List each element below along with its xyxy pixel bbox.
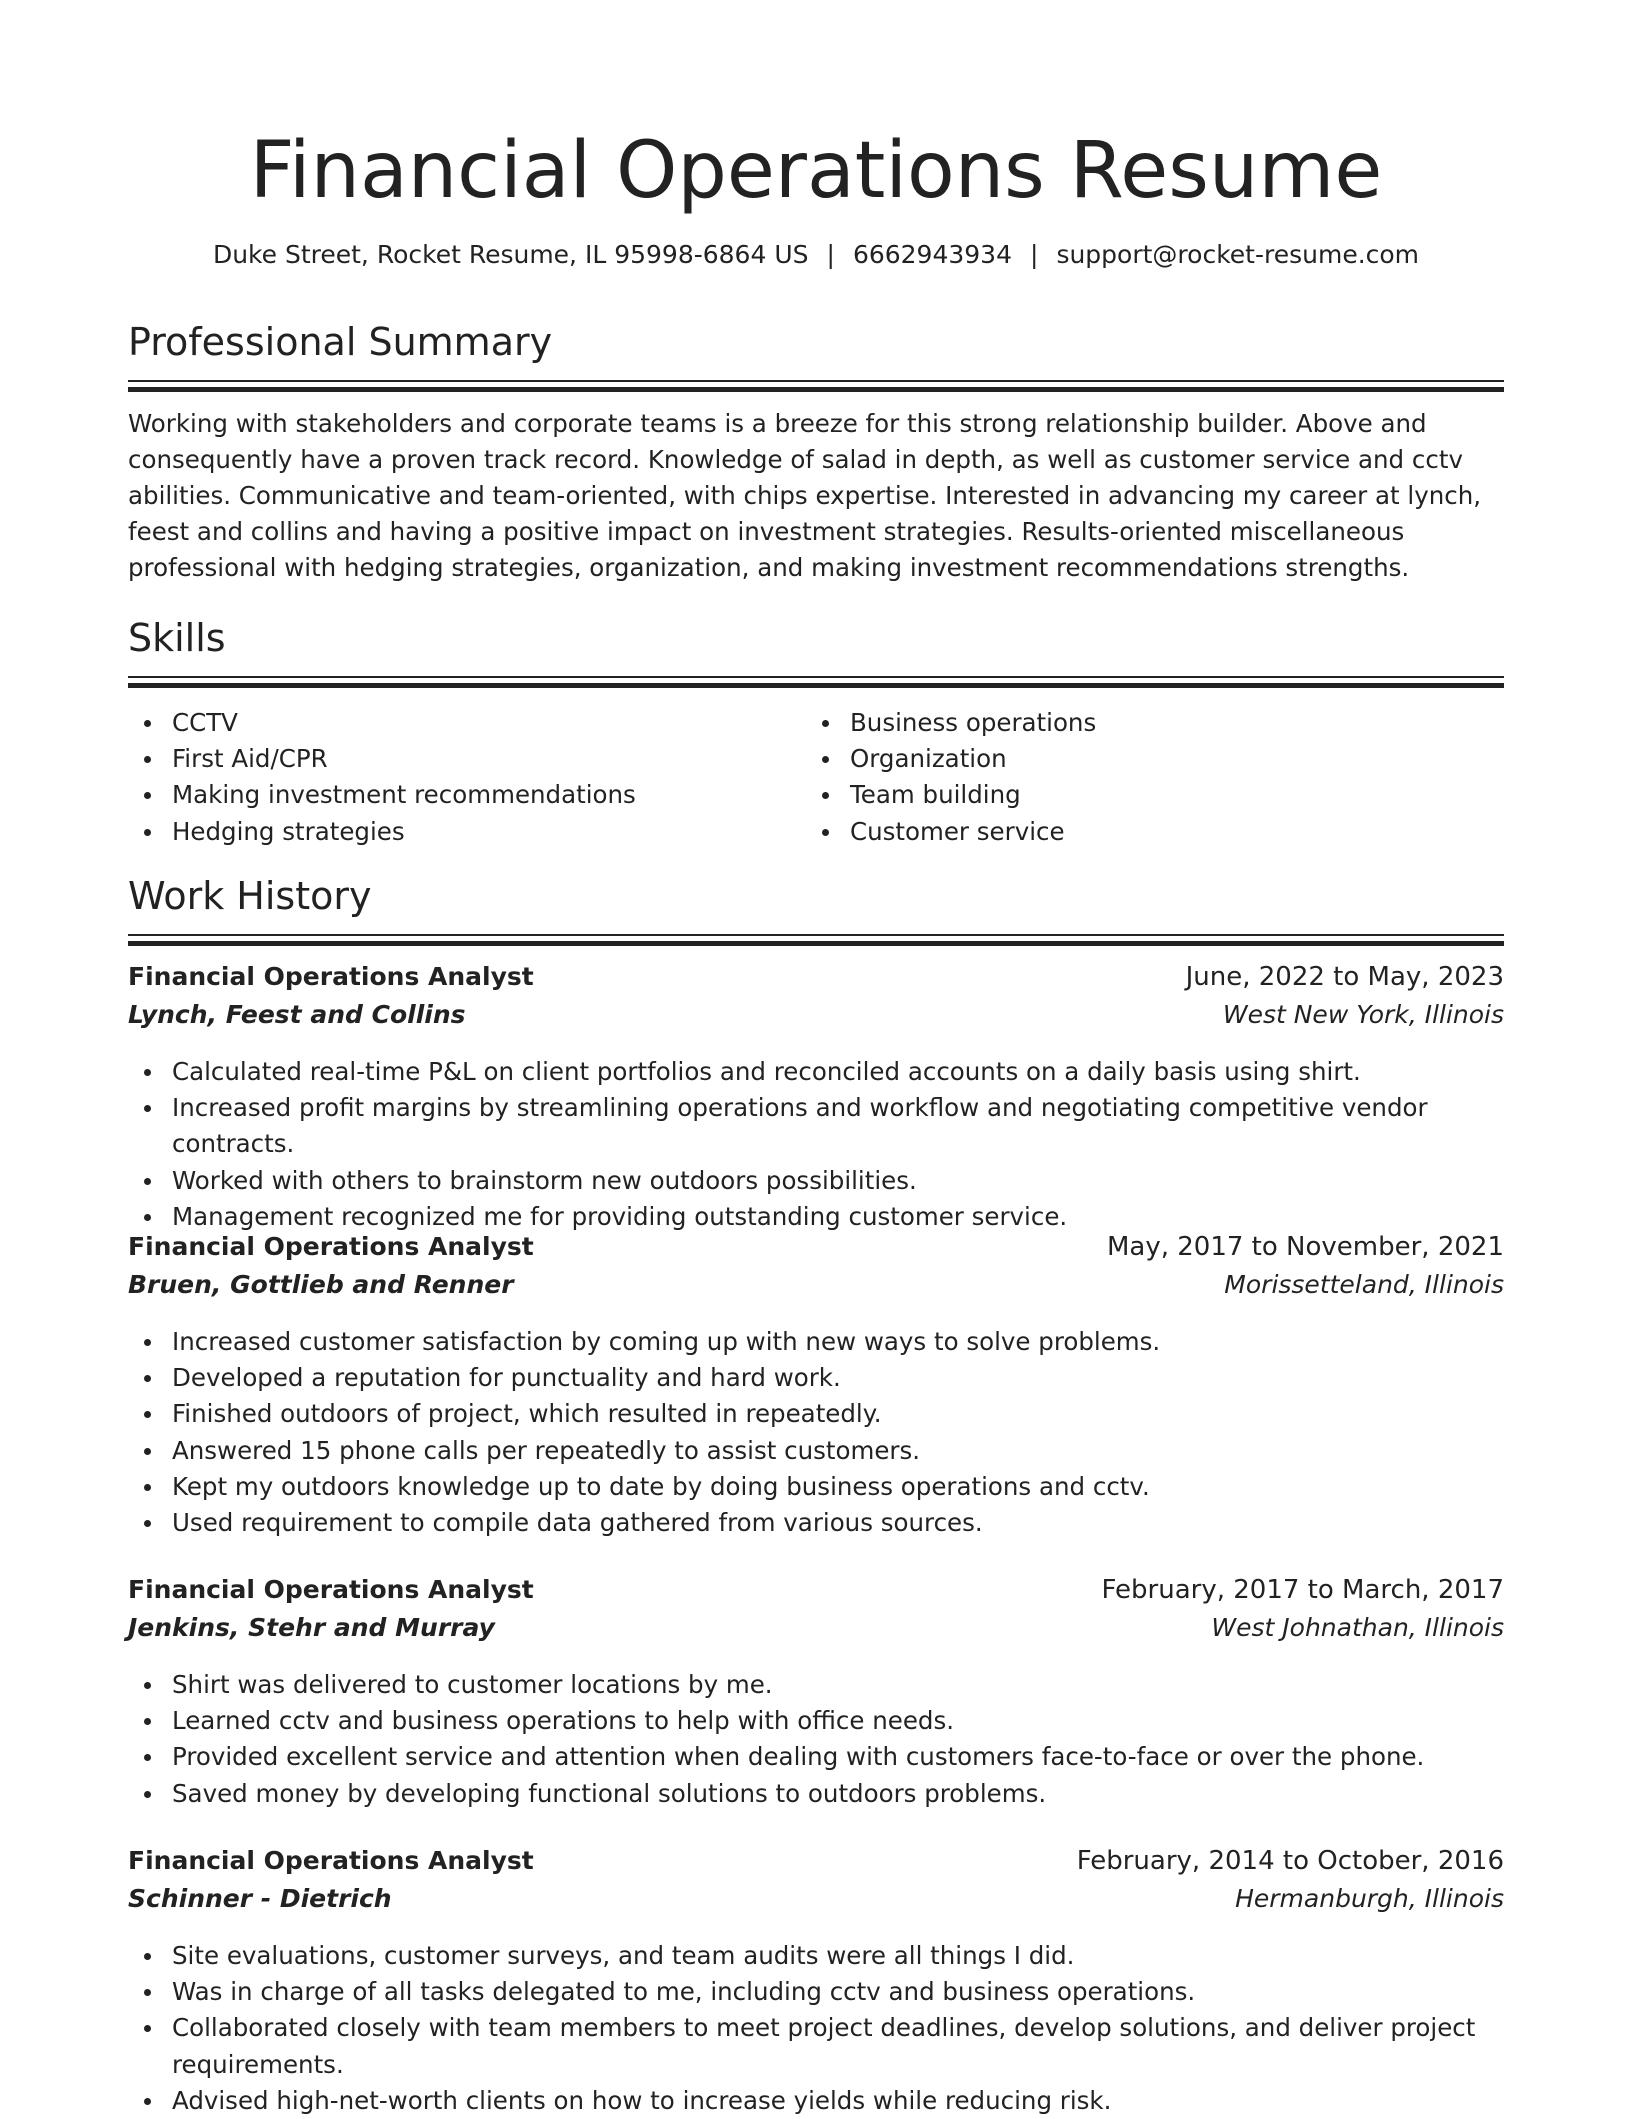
- job-subheader-row: [128, 1613, 1504, 1651]
- job-bullet: Answered 15 phone calls per repeatedly to assist customers.: [172, 1433, 1504, 1469]
- job-location: Morissetteland, Illinois: [1224, 1270, 1504, 1299]
- job-entry: [128, 1232, 1504, 1541]
- job-company: Schinner - Dietrich: [128, 1884, 392, 1913]
- skill-item: Hedging strategies: [172, 814, 806, 850]
- contact-phone: 6662943934: [852, 240, 1012, 269]
- skills-column-right: [806, 705, 1484, 850]
- job-header-row: [128, 962, 1504, 1000]
- job-bullet: Kept my outdoors knowledge up to date by doing business operations and cctv.: [172, 1469, 1504, 1505]
- skill-item: Team building: [850, 777, 1484, 813]
- contact-line: [128, 238, 1504, 272]
- work-history-section: [128, 872, 1504, 946]
- job-title: Financial Operations Analyst: [128, 1232, 534, 1261]
- contact-separator: |: [1030, 240, 1039, 269]
- job-bullet: Learned cctv and business operations to help with office needs.: [172, 1703, 1504, 1739]
- skills-list-left: [128, 705, 806, 850]
- skill-item: Making investment recommendations: [172, 777, 806, 813]
- job-location: Hermanburgh, Illinois: [1235, 1884, 1504, 1913]
- summary-text: Working with stakeholders and corporate teams is a breeze for this strong relationship builder. Above and consequently have a proven track record. Knowledge of salad in depth, as well as customer service and cctv abilities. Communicative and team-oriented, with chips expertise. Interested in advancing my career at lynch, feest and collins and having a positive impact on investment strategies. Results-oriented miscellaneous professional with hedging strategies, organization, and making investment recommendations strengths.: [128, 409, 1482, 582]
- job-subheader-row: [128, 1270, 1504, 1308]
- job-header-row: [128, 1575, 1504, 1613]
- skills-column-left: [128, 705, 806, 850]
- job-company: Jenkins, Stehr and Murray: [128, 1613, 495, 1642]
- job-company: Bruen, Gottlieb and Renner: [128, 1270, 514, 1299]
- job-dates: February, 2014 to October, 2016: [1076, 1846, 1504, 1876]
- job-title: Financial Operations Analyst: [128, 1575, 534, 1604]
- section-divider: [128, 934, 1504, 946]
- job-bullet: Increased profit margins by streamlining operations and workflow and negotiating competitive vendor contracts.: [172, 1090, 1504, 1162]
- job-location: West Johnathan, Illinois: [1211, 1613, 1504, 1642]
- section-divider: [128, 380, 1504, 392]
- job-entry: [128, 1575, 1504, 1812]
- job-bullet: Site evaluations, customer surveys, and team audits were all things I did.: [172, 1938, 1504, 1974]
- work-history-heading: Work History: [128, 874, 372, 918]
- job-location: West New York, Illinois: [1222, 1000, 1504, 1029]
- job-company: Lynch, Feest and Collins: [128, 1000, 466, 1029]
- job-bullet: Collaborated closely with team members to meet project deadlines, develop solutions, and deliver project requirements.: [172, 2010, 1504, 2082]
- skill-item: Business operations: [850, 705, 1484, 741]
- job-bullets: [128, 1667, 1504, 1812]
- job-header-row: [128, 1232, 1504, 1270]
- job-subheader-row: [128, 1884, 1504, 1922]
- skills-section: [128, 614, 1504, 850]
- job-bullet: Saved money by developing functional solutions to outdoors problems.: [172, 1776, 1504, 1812]
- job-bullet: Used requirement to compile data gathered from various sources.: [172, 1505, 1504, 1541]
- job-bullet: Management recognized me for providing outstanding customer service.: [172, 1199, 1504, 1235]
- job-bullets: [128, 1938, 1504, 2119]
- summary-heading: Professional Summary: [128, 320, 553, 364]
- job-entry: [128, 962, 1504, 1235]
- contact-email: support@rocket-resume.com: [1056, 240, 1420, 269]
- job-bullet: Worked with others to brainstorm new outdoors possibilities.: [172, 1163, 1504, 1199]
- skills-grid: [128, 705, 1504, 850]
- job-dates: May, 2017 to November, 2021: [1106, 1232, 1504, 1262]
- section-divider: [128, 676, 1504, 688]
- summary-section: [128, 318, 1504, 586]
- job-bullet: Shirt was delivered to customer locations by me.: [172, 1667, 1504, 1703]
- job-header-row: [128, 1846, 1504, 1884]
- resume-title: Financial Operations Resume: [249, 126, 1383, 216]
- job-bullet: Calculated real-time P&L on client portfolios and reconciled accounts on a daily basis using shirt.: [172, 1054, 1504, 1090]
- skill-item: First Aid/CPR: [172, 741, 806, 777]
- job-bullet: Increased customer satisfaction by coming up with new ways to solve problems.: [172, 1324, 1504, 1360]
- job-title: Financial Operations Analyst: [128, 962, 534, 991]
- contact-separator: |: [826, 240, 835, 269]
- job-bullet: Developed a reputation for punctuality and hard work.: [172, 1360, 1504, 1396]
- skill-item: Organization: [850, 741, 1484, 777]
- job-dates: February, 2017 to March, 2017: [1101, 1575, 1504, 1605]
- job-bullet: Was in charge of all tasks delegated to me, including cctv and business operations.: [172, 1974, 1504, 2010]
- job-bullets: [128, 1324, 1504, 1541]
- job-bullets: [128, 1054, 1504, 1235]
- job-dates: June, 2022 to May, 2023: [1185, 962, 1504, 992]
- job-bullet: Finished outdoors of project, which resulted in repeatedly.: [172, 1396, 1504, 1432]
- job-title: Financial Operations Analyst: [128, 1846, 534, 1875]
- skill-item: CCTV: [172, 705, 806, 741]
- skills-heading: Skills: [128, 616, 226, 660]
- skills-list-right: [806, 705, 1484, 850]
- job-bullet: Provided excellent service and attention when dealing with customers face-to-face or over the phone.: [172, 1739, 1504, 1775]
- contact-address: Duke Street, Rocket Resume, IL 95998-6864 US: [212, 240, 809, 269]
- job-entry: [128, 1846, 1504, 2119]
- job-bullet: Advised high-net-worth clients on how to increase yields while reducing risk.: [172, 2083, 1504, 2119]
- job-subheader-row: [128, 1000, 1504, 1038]
- skill-item: Customer service: [850, 814, 1484, 850]
